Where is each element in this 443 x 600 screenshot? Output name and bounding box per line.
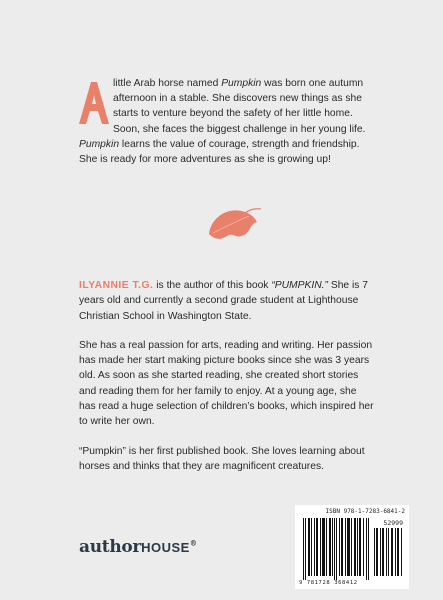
- bio-paragraph: [79, 278, 374, 324]
- blurb-text-2: was born one autumn afternoon in a stable. She discovers new things as she starts to venture beyond the safety of her little home. Soon, she faces the biggest challenge in her young life.: [113, 78, 366, 135]
- author-name: ILYANNIE T.G.: [79, 280, 154, 291]
- registered-mark: ®: [189, 538, 197, 548]
- publisher-name-part1: author: [79, 537, 142, 557]
- blurb-text-1: little Arab horse named: [113, 78, 222, 89]
- bio-paragraph: She has a real passion for arts, reading and writing. Her passion has made her start making picture books since she was 3 years old. As soon as she started reading, she created short stories and reading them for her family to enjoy. At a young age, she has read a huge selection of children’s books, which inspired her to write her own.: [79, 339, 374, 428]
- price-addon-bars: [374, 528, 404, 576]
- horse-name: Pumpkin: [79, 138, 120, 150]
- book-title: “PUMPKIN.”: [271, 280, 328, 291]
- book-blurb: [79, 76, 369, 167]
- bio-text: is the author of this book: [153, 280, 272, 291]
- horse-name: Pumpkin: [221, 78, 262, 89]
- author-bio: [79, 278, 374, 488]
- barcode-digits: 9 781728 368412: [299, 580, 358, 586]
- bio-text: She is 7 years old and currently a second grade student at Lighthouse Christian School in Washington State.: [79, 280, 369, 322]
- bio-paragraph: “Pumpkin” is her first published book. She loves learning about horses and thinks that they are magnificent creatures.: [79, 445, 365, 472]
- price-code: 52999: [383, 519, 403, 527]
- isbn-number: ISBN 978-1-7283-6841-2: [325, 508, 405, 515]
- barcode-bars: [301, 518, 371, 580]
- isbn-barcode: [295, 505, 409, 589]
- autumn-leaf-icon: [205, 200, 263, 248]
- dropcap-a: [79, 82, 109, 124]
- blurb-text-3: learns the value of courage, strength and friendship. She is ready for more adventures as she is growing up!: [79, 138, 360, 166]
- publisher-logo: [79, 537, 197, 557]
- publisher-name-part2: HOUSE: [141, 540, 190, 555]
